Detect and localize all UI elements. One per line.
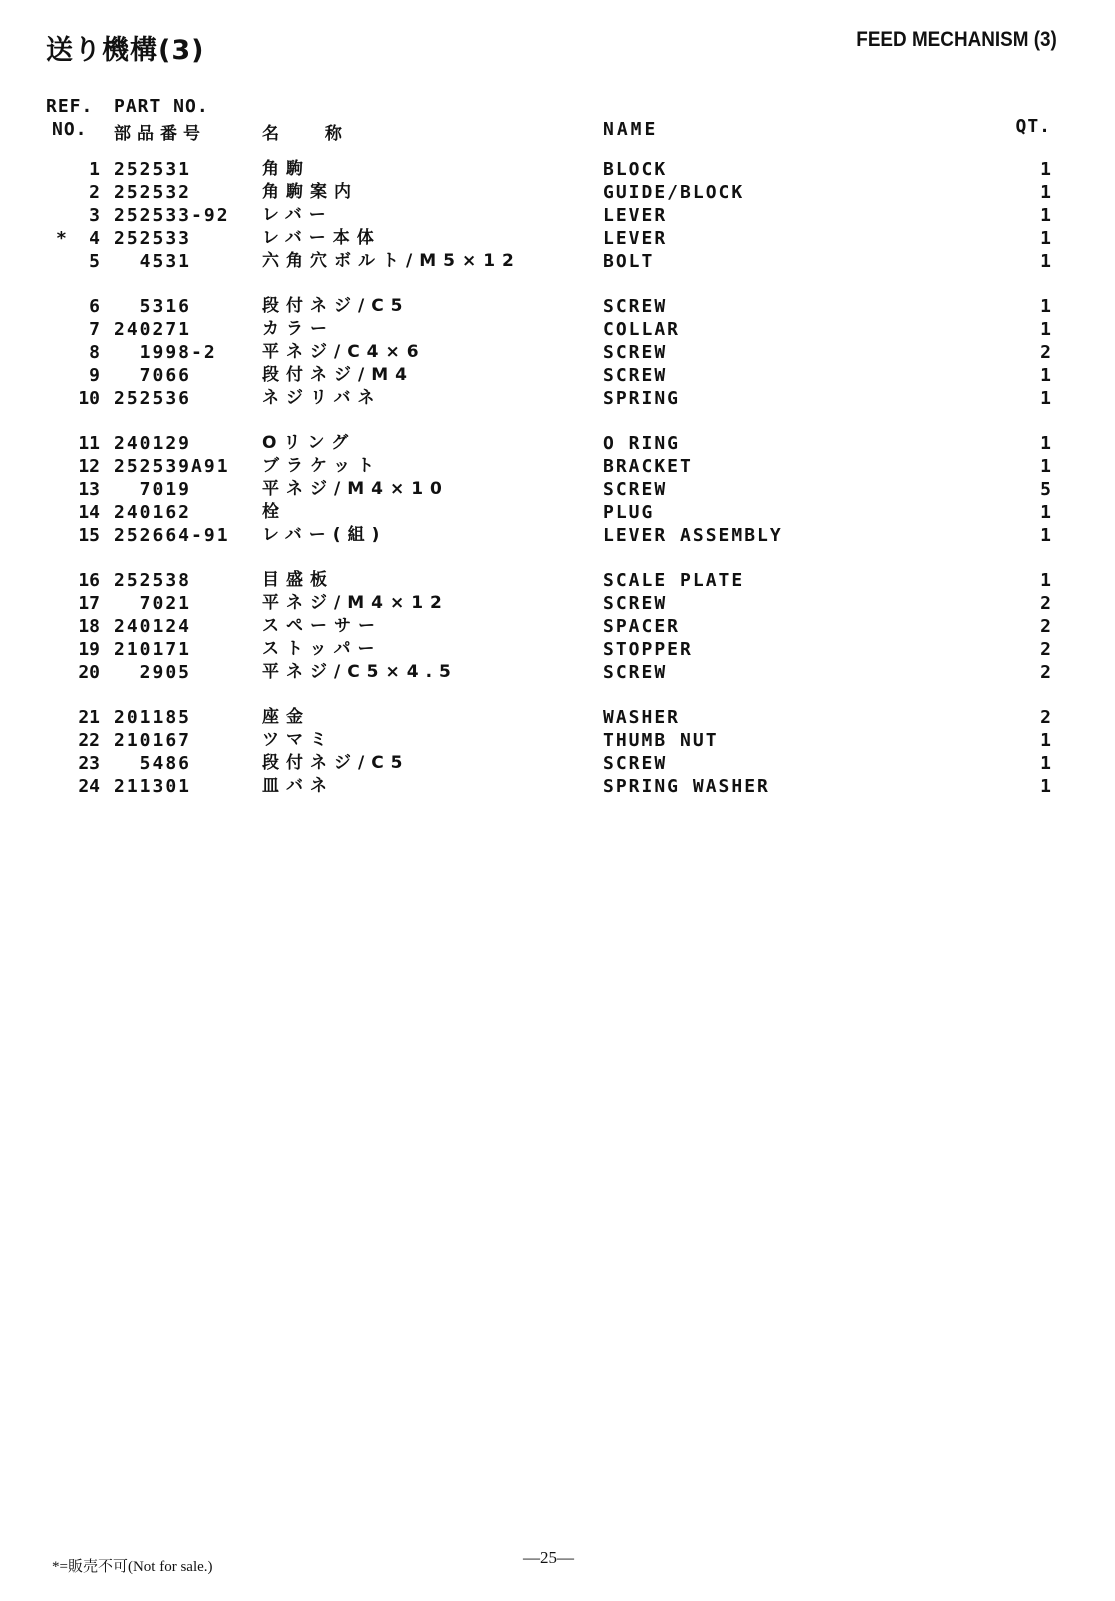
not-for-sale-note: *=販売不可(Not for sale.) bbox=[52, 1559, 213, 1575]
quantity: 1 bbox=[1040, 525, 1051, 546]
ref-no: 4 bbox=[89, 228, 100, 249]
part-name-ja: 角駒 bbox=[262, 159, 310, 179]
part-name-ja: 平ネジ/M4×12 bbox=[262, 593, 449, 613]
part-no: 240162 bbox=[114, 502, 192, 523]
part-no: 1998-2 bbox=[114, 342, 217, 363]
quantity: 2 bbox=[1040, 593, 1051, 614]
ref-no: 3 bbox=[89, 205, 100, 226]
ref-no: 24 bbox=[78, 776, 100, 797]
part-name: SCREW bbox=[603, 753, 668, 774]
part-name: THUMB NUT bbox=[603, 730, 719, 751]
part-no: 5486 bbox=[114, 753, 192, 774]
quantity: 1 bbox=[1040, 502, 1051, 523]
ref-no: 7 bbox=[89, 319, 100, 340]
part-name-ja: レバー(組) bbox=[262, 525, 387, 545]
part-no: 210171 bbox=[114, 639, 192, 660]
part-name: SCREW bbox=[603, 662, 668, 683]
part-no: 240129 bbox=[114, 433, 192, 454]
ref-no: 21 bbox=[78, 707, 100, 728]
part-name-ja: 座金 bbox=[262, 707, 310, 727]
ref-no: 9 bbox=[89, 365, 100, 386]
quantity: 1 bbox=[1040, 388, 1051, 409]
part-name: BOLT bbox=[603, 251, 655, 272]
table-row bbox=[0, 204, 1115, 227]
part-name: LEVER bbox=[603, 228, 668, 249]
part-name-ja: レバー本体 bbox=[262, 228, 381, 248]
part-no: 252531 bbox=[114, 159, 192, 180]
table-row bbox=[0, 455, 1115, 478]
table-row bbox=[0, 295, 1115, 318]
part-name-ja: ネジリバネ bbox=[262, 388, 382, 408]
header-ref: REF. bbox=[46, 96, 94, 117]
page-title-en: FEED MECHANISM (3) bbox=[856, 28, 1057, 51]
ref-no: 5 bbox=[89, 251, 100, 272]
part-no: 2905 bbox=[114, 662, 192, 683]
ref-no: 12 bbox=[78, 456, 100, 477]
ref-no: 10 bbox=[78, 388, 100, 409]
ref-no: 13 bbox=[78, 479, 100, 500]
part-no: 4531 bbox=[114, 251, 192, 272]
part-no: 5316 bbox=[114, 296, 192, 317]
table-row bbox=[0, 638, 1115, 661]
part-name: LEVER bbox=[603, 205, 668, 226]
quantity: 1 bbox=[1040, 456, 1051, 477]
part-name: SCREW bbox=[603, 365, 668, 386]
ref-no: 20 bbox=[78, 662, 100, 683]
part-name-ja: 平ネジ/C4×6 bbox=[262, 342, 426, 362]
quantity: 1 bbox=[1040, 570, 1051, 591]
part-no: 210167 bbox=[114, 730, 192, 751]
part-name-ja: ツマミ bbox=[262, 730, 334, 750]
ref-no: 1 bbox=[89, 159, 100, 180]
part-name-ja: 皿バネ bbox=[262, 776, 334, 796]
part-no: 252532 bbox=[114, 182, 192, 203]
quantity: 1 bbox=[1040, 296, 1051, 317]
part-no: 240124 bbox=[114, 616, 192, 637]
table-row bbox=[0, 181, 1115, 204]
ref-no: 6 bbox=[89, 296, 100, 317]
ref-no: 18 bbox=[78, 616, 100, 637]
part-name: SPRING WASHER bbox=[603, 776, 770, 797]
part-name-ja: 平ネジ/C5×4.5 bbox=[262, 662, 458, 682]
table-row bbox=[0, 341, 1115, 364]
part-name-ja: Oリング bbox=[262, 433, 356, 453]
part-no: 252533 bbox=[114, 228, 192, 249]
table-row bbox=[0, 524, 1115, 547]
table-row bbox=[0, 478, 1115, 501]
part-name: SCREW bbox=[603, 593, 668, 614]
ref-no: 14 bbox=[78, 502, 100, 523]
header-name-ja: 名 称 bbox=[262, 124, 362, 144]
ref-no: 8 bbox=[89, 342, 100, 363]
table-row bbox=[0, 227, 1115, 250]
table-row bbox=[0, 775, 1115, 798]
part-no: 7021 bbox=[114, 593, 192, 614]
part-name-ja: 平ネジ/M4×10 bbox=[262, 479, 449, 499]
quantity: 1 bbox=[1040, 433, 1051, 454]
ref-no: 16 bbox=[78, 570, 100, 591]
quantity: 5 bbox=[1040, 479, 1051, 500]
part-name: BLOCK bbox=[603, 159, 668, 180]
ref-no: 17 bbox=[78, 593, 100, 614]
part-no: 252664-91 bbox=[114, 525, 230, 546]
quantity: 1 bbox=[1040, 182, 1051, 203]
page-number: —25— bbox=[523, 1548, 574, 1567]
ref-no: 2 bbox=[89, 182, 100, 203]
part-name-ja: 栓 bbox=[262, 502, 286, 522]
quantity: 1 bbox=[1040, 365, 1051, 386]
quantity: 2 bbox=[1040, 616, 1051, 637]
table-row bbox=[0, 250, 1115, 273]
parts-list bbox=[0, 158, 1115, 798]
part-name-ja: 段付ネジ/C5 bbox=[262, 296, 410, 316]
quantity: 2 bbox=[1040, 662, 1051, 683]
part-no: 252539A91 bbox=[114, 456, 230, 477]
page-title-ja: 送り機構(3) bbox=[46, 35, 205, 66]
part-name: SCREW bbox=[603, 479, 668, 500]
quantity: 1 bbox=[1040, 319, 1051, 340]
table-row bbox=[0, 158, 1115, 181]
table-row bbox=[0, 592, 1115, 615]
table-row bbox=[0, 569, 1115, 592]
part-no: 240271 bbox=[114, 319, 192, 340]
part-name: BRACKET bbox=[603, 456, 693, 477]
part-no: 252536 bbox=[114, 388, 192, 409]
part-name: SCREW bbox=[603, 296, 668, 317]
table-row bbox=[0, 432, 1115, 455]
quantity: 2 bbox=[1040, 342, 1051, 363]
header-no: NO. bbox=[52, 119, 88, 140]
quantity: 1 bbox=[1040, 228, 1051, 249]
table-row bbox=[0, 364, 1115, 387]
ref-no: 22 bbox=[78, 730, 100, 751]
table-row bbox=[0, 729, 1115, 752]
part-no: 211301 bbox=[114, 776, 192, 797]
ref-no: 11 bbox=[78, 433, 100, 454]
part-no: 7019 bbox=[114, 479, 192, 500]
part-name-ja: 目盛板 bbox=[262, 570, 334, 590]
part-no: 252533-92 bbox=[114, 205, 230, 226]
part-name: SPACER bbox=[603, 616, 681, 637]
table-row bbox=[0, 318, 1115, 341]
part-name: WASHER bbox=[603, 707, 681, 728]
quantity: 1 bbox=[1040, 753, 1051, 774]
part-name: SPRING bbox=[603, 388, 681, 409]
part-name: SCALE PLATE bbox=[603, 570, 745, 591]
part-name: SCREW bbox=[603, 342, 668, 363]
ref-no: 23 bbox=[78, 753, 100, 774]
table-row bbox=[0, 752, 1115, 775]
header-part-no: PART NO. bbox=[114, 96, 209, 117]
quantity: 1 bbox=[1040, 730, 1051, 751]
quantity: 2 bbox=[1040, 639, 1051, 660]
quantity: 1 bbox=[1040, 159, 1051, 180]
part-name-ja: スペーサー bbox=[262, 616, 382, 636]
ref-no: 15 bbox=[78, 525, 100, 546]
part-name-ja: レバー bbox=[262, 205, 333, 225]
table-row bbox=[0, 706, 1115, 729]
quantity: 1 bbox=[1040, 205, 1051, 226]
part-no: 252538 bbox=[114, 570, 192, 591]
part-no: 201185 bbox=[114, 707, 192, 728]
part-name-ja: ブラケット bbox=[262, 456, 382, 476]
part-no: 7066 bbox=[114, 365, 192, 386]
not-for-sale-mark: * bbox=[56, 228, 67, 249]
part-name: O RING bbox=[603, 433, 681, 454]
part-name-ja: 段付ネジ/M4 bbox=[262, 365, 414, 385]
quantity: 2 bbox=[1040, 707, 1051, 728]
part-name-ja: ストッパー bbox=[262, 639, 382, 659]
table-row bbox=[0, 387, 1115, 410]
part-name-ja: カラー bbox=[262, 319, 334, 339]
part-name: GUIDE/BLOCK bbox=[603, 182, 745, 203]
table-row bbox=[0, 661, 1115, 684]
header-name: NAME bbox=[603, 119, 659, 140]
part-name-ja: 角駒案内 bbox=[262, 182, 358, 202]
table-row bbox=[0, 501, 1115, 524]
header-qty: QT. bbox=[1015, 116, 1051, 137]
part-name: PLUG bbox=[603, 502, 655, 523]
part-name-ja: 六角穴ボルト/M5×12 bbox=[262, 251, 521, 271]
part-name-ja: 段付ネジ/C5 bbox=[262, 753, 410, 773]
ref-no: 19 bbox=[78, 639, 100, 660]
table-row bbox=[0, 615, 1115, 638]
quantity: 1 bbox=[1040, 251, 1051, 272]
header-part-no-ja: 部品番号 bbox=[114, 124, 206, 144]
part-name: STOPPER bbox=[603, 639, 693, 660]
quantity: 1 bbox=[1040, 776, 1051, 797]
part-name: COLLAR bbox=[603, 319, 681, 340]
part-name: LEVER ASSEMBLY bbox=[603, 525, 783, 546]
